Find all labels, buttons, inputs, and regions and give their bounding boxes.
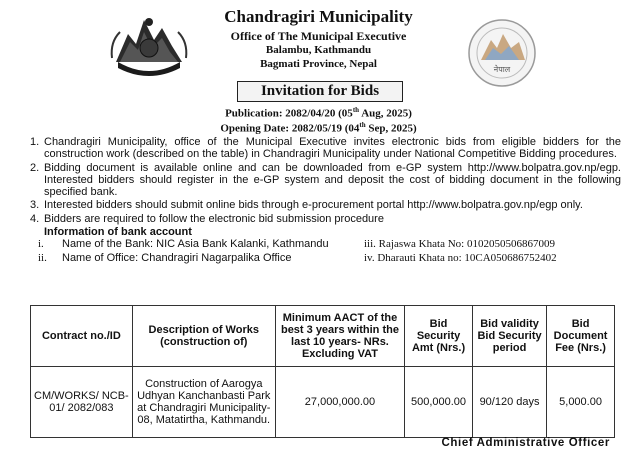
- paragraph-number: 4.: [30, 212, 40, 225]
- office-name: Office of The Municipal Executive: [230, 29, 407, 43]
- municipality-name: Chandragiri Municipality: [224, 7, 413, 26]
- address-line-1: Balambu, Kathmandu: [265, 44, 372, 56]
- cell-bid-security: 500,000.00: [405, 367, 473, 438]
- cell-contract: CM/WORKS/ NCB-01/ 2082/083: [31, 367, 133, 438]
- publication-suffix: th: [352, 106, 360, 114]
- paragraph-text: Interested bidders should submit online bids through e-procurement portal http://www.bolpatra.gov.np/egp only.: [44, 199, 583, 212]
- bid-table: [30, 305, 615, 438]
- cell-document-fee: 5,000.00: [547, 367, 615, 438]
- paragraph-1: [0, 136, 637, 161]
- opening-tail: Sep, 2025): [365, 122, 417, 135]
- table-header-row: [31, 306, 615, 367]
- publication-date: [0, 106, 637, 120]
- signatory-title: Chief Administrative Officer: [441, 437, 610, 449]
- header-description: Description of Works (construction of): [132, 306, 275, 367]
- paragraph-text: Bidding document is available online and can be downloaded from e-GP system http://www.bolpatra.gov.np/egp. Interested bidders should register in the e-GP system and deposit the cost of bidding document in the following specified bank.: [44, 161, 621, 199]
- header-document-fee: Bid Document Fee (Nrs.): [547, 306, 615, 367]
- cell-bid-validity: 90/120 days: [472, 367, 546, 438]
- opening-suffix: th: [359, 121, 366, 129]
- bank-row-numeral: i.: [38, 238, 44, 251]
- bank-name: Name of the Bank: NIC Asia Bank Kalanki, Kathmandu: [62, 238, 329, 251]
- bank-row-numeral: ii.: [38, 252, 47, 265]
- bank-row-2: [0, 252, 637, 266]
- opening-date: [0, 121, 637, 135]
- paragraph-number: 3.: [30, 199, 40, 212]
- paragraph-text: Chandragiri Municipality, office of the Municipal Executive invites electronic bids from eligible bidders for the construction work (described on the table) in Chandragiri Municipality under National Competitive Bidding procedures.: [44, 136, 621, 161]
- invitation-banner: Invitation for Bids: [237, 81, 403, 102]
- bank-row-1: [0, 238, 637, 252]
- paragraph-number: 2.: [30, 161, 40, 174]
- office-account-name: Name of Office: Chandragiri Nagarpalika Office: [62, 252, 292, 265]
- seal-text: नेपाल: [493, 65, 511, 74]
- address-line-2: Bagmati Province, Nepal: [260, 58, 377, 70]
- municipality-seal-icon: [467, 18, 537, 88]
- letterhead: [0, 0, 637, 92]
- table-row: [31, 367, 615, 438]
- bank-info-title: Information of bank account: [44, 226, 192, 239]
- cell-aact: 27,000,000.00: [275, 367, 404, 438]
- paragraph-4: [0, 213, 637, 225]
- rajaswa-khata: iii. Rajaswa Khata No: 0102050506867009: [364, 238, 555, 251]
- dharauti-khata: iv. Dharauti Khata no: 10CA050686752402: [364, 252, 557, 265]
- header-bid-security: Bid Security Amt (Nrs.): [405, 306, 473, 367]
- notice-body: [0, 136, 637, 266]
- paragraph-text: Bidders are required to follow the electronic bid submission procedure: [44, 212, 384, 225]
- header-bid-validity: Bid validity Bid Security period: [472, 306, 546, 367]
- header-aact: Minimum AACT of the best 3 years within the last 10 years- NRs. Excluding VAT: [275, 306, 404, 367]
- publication-label: Publication: 2082/04/20 (05: [225, 107, 353, 120]
- publication-tail: Aug, 2025): [359, 107, 412, 120]
- cell-description: Construction of Aarogya Udhyan Kanchanbasti Park at Chandragiri Municipality-08, Matatirtha, Kathmandu.: [132, 367, 275, 438]
- paragraph-number: 1.: [30, 136, 40, 148]
- paragraph-3: [0, 199, 637, 211]
- opening-label: Opening Date: 2082/05/19 (04: [220, 122, 360, 135]
- header-contract: Contract no./ID: [31, 306, 133, 367]
- paragraph-2: [0, 162, 637, 199]
